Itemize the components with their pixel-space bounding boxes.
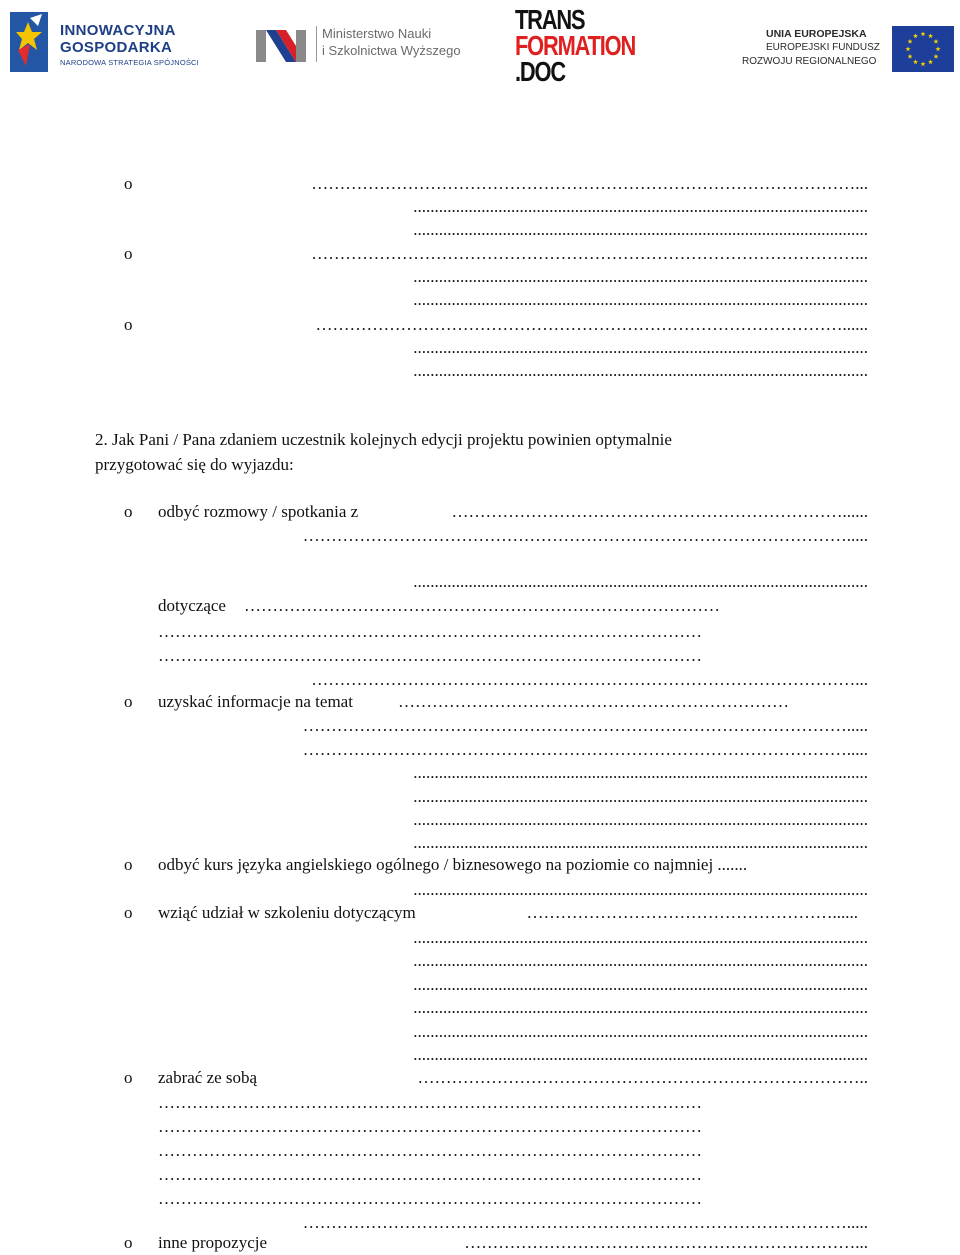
answer-line[interactable]: ........................................................................................................... [413,1045,868,1064]
ministerstwo-line1: Ministerstwo Nauki [322,26,432,41]
option-inne-label: inne propozycje [158,1233,268,1252]
answer-line[interactable]: ……………………………………………………………………………………..... [302,1213,868,1232]
bullet-top-1: o [124,174,133,193]
answer-line[interactable]: …………………………………………………………………………………… [158,1165,702,1184]
answer-line[interactable]: ........................................................................................................... [413,998,868,1017]
option-informacje-label: uzyskać informacje na temat [158,692,353,711]
question-line1: 2. Jak Pani / Pana zdaniem uczestnik kolejnych edycji projektu powinien optymalnie [95,430,672,449]
bullet-rozmowy: o [124,502,133,521]
bullet-szkolenie: o [124,903,133,922]
ue-line1: UNIA EUROPEJSKA [766,28,867,40]
answer-line[interactable]: ........................................................................................................... [413,928,868,947]
option-zabrac-label: zabrać ze sobą [158,1068,258,1087]
answer-line[interactable]: ........................................................................................................... [413,951,868,970]
answer-line[interactable]: …………………………………………………………………………………...... [315,315,868,334]
answer-line[interactable]: ……………………………………………………………...... [451,502,868,521]
answer-line[interactable]: ........................................................................................................... [413,290,868,309]
answer-line[interactable]: ........................................................................................................... [413,361,868,380]
bullet-top-3: o [124,315,133,334]
answer-line[interactable]: ........................................................................................................... [413,220,868,239]
answer-line[interactable]: ……………………………………………………………………………………... [311,670,868,689]
answer-line[interactable]: ........................................................................................................... [413,833,868,852]
answer-line[interactable]: ........................................................................................................... [413,267,868,286]
answer-line[interactable]: ……………………………………………………………………………………..... [302,526,868,545]
bullet-kurs: o [124,855,133,874]
answer-line[interactable]: ……………………………………………………………………………………..... [302,716,868,735]
transformation-line2: FORMATION [515,30,636,61]
ministerstwo-mark-icon [252,26,312,66]
answer-line[interactable]: ........................................................................................................... [413,787,868,806]
answer-line[interactable]: …………………………………………………………………………………… [158,1141,702,1160]
answer-line[interactable]: …………………………………………………………………………………… [158,1117,702,1136]
bullet-top-2: o [124,244,133,263]
ministerstwo-logo [252,22,462,68]
answer-line[interactable]: ........................................................................................................... [413,338,868,357]
answer-line[interactable]: ........................................................................................................... [413,975,868,994]
answer-line[interactable]: ........................................................................................................... [413,1022,868,1041]
answer-line[interactable]: ........................................................................................................... [413,810,868,829]
answer-line[interactable]: ……………………………………………………………………………………... [311,244,868,263]
transformation-doc-logo [515,4,665,91]
eu-flag-icon [892,26,954,72]
answer-line[interactable]: ........................................................................................................... [413,880,868,899]
bullet-inne: o [124,1233,133,1252]
answer-line[interactable]: ……………………………………………………………………………………... [311,174,868,193]
option-rozmowy-sub-label: dotyczące [158,596,226,615]
ue-line2: EUROPEJSKI FUNDUSZ [766,42,880,53]
answer-line[interactable]: …………………………………………………………………………………… [158,622,702,641]
innowacyjna-line2: GOSPODARKA [60,39,173,56]
answer-line[interactable]: …………………………………………………………………….. [417,1068,868,1087]
answer-line[interactable]: ………………………………………………...... [526,903,858,922]
question-line2: przygotować się do wyjazdu: [95,455,294,474]
transformation-line3: .DOC [515,56,565,87]
answer-line[interactable]: …………………………………………………………………………………… [158,646,702,665]
answer-line[interactable]: ………………………………………………………………………… [244,596,720,615]
answer-line[interactable]: ........................................................................................................... [413,197,868,216]
option-rozmowy-label: odbyć rozmowy / spotkania z [158,502,359,521]
answer-line[interactable]: …………………………………………………………………………………… [158,1189,702,1208]
ministerstwo-line2: i Szkolnictwa Wyższego [322,43,461,58]
unia-europejska-logo [742,18,954,78]
answer-line[interactable]: ……………………………………………………………... [464,1233,868,1252]
option-szkolenie-label: wziąć udział w szkoleniu dotyczącym [158,903,416,922]
transformation-line1: TRANS [515,4,585,35]
answer-line[interactable]: ........................................................................................................... [413,763,868,782]
ue-line3: ROZWOJU REGIONALNEGO [742,56,877,67]
answer-line[interactable]: …………………………………………………………… [398,692,789,711]
answer-line[interactable]: ……………………………………………………………………………………..... [302,740,868,759]
logo-header [0,0,960,100]
innowacyjna-line1: INNOWACYJNA [60,22,176,39]
answer-line[interactable]: …………………………………………………………………………………… [158,1093,702,1112]
bullet-zabrac: o [124,1068,133,1087]
innowacyjna-gospodarka-logo [8,8,203,74]
option-kurs-label[interactable]: odbyć kurs języka angielskiego ogólnego / biznesowego na poziomie co najmniej ....... [158,855,748,874]
bullet-informacje: o [124,692,133,711]
answer-line[interactable]: ........................................................................................................... [413,572,868,591]
innowacyjna-star-icon [8,10,56,74]
innowacyjna-line3: NARODOWA STRATEGIA SPÓJNOŚCI [60,58,199,67]
